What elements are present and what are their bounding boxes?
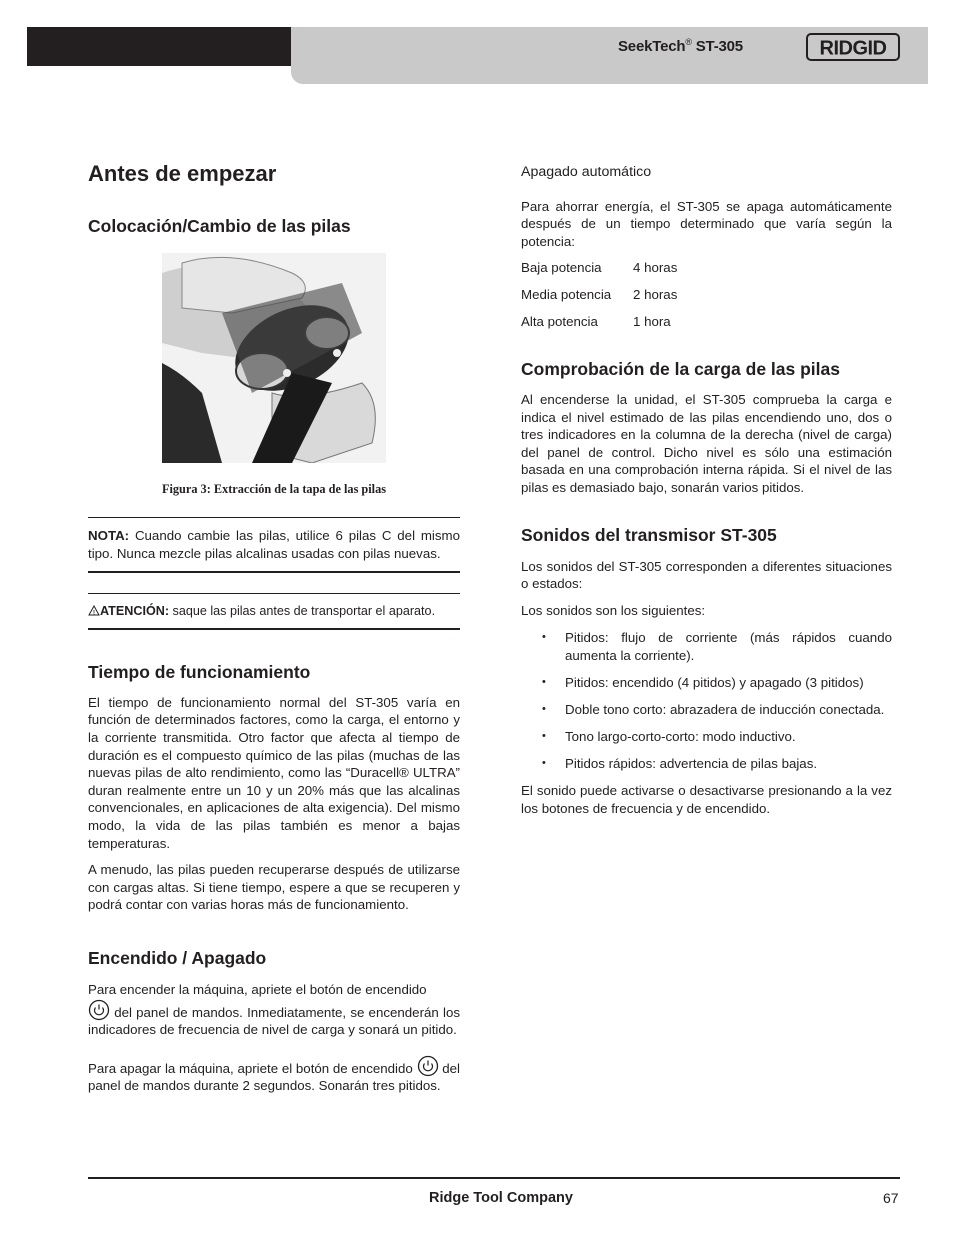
product-prefix: SeekTech	[618, 38, 686, 55]
footer-company: Ridge Tool Company	[429, 1190, 573, 1206]
power-button-icon	[417, 1055, 439, 1077]
list-item: • Doble tono corto: abrazadera de inducción conectada.	[565, 701, 892, 719]
warning-triangle-icon	[88, 605, 100, 616]
left-column	[88, 160, 460, 1095]
figure-caption: Figura 3: Extracción de la tapa de las pilas	[161, 482, 387, 496]
sounds-heading: Sonidos del transmisor ST-305	[521, 524, 777, 545]
svg-text:RIDGID: RIDGID	[819, 37, 887, 60]
battery-heading: Colocación/Cambio de las pilas	[88, 216, 351, 236]
page-title: Antes de empezar	[88, 161, 277, 186]
product-title	[618, 37, 743, 55]
on-paragraph: Para encender la máquina, apriete el botón de encendido del panel de mandos. Inmediatamente, se encenderán los indicadores de frecuencia de nivel de carga y sonará un pitido.	[88, 981, 460, 1038]
list-item: • Pitidos rápidos: advertencia de pilas bajas.	[565, 755, 892, 773]
sounds-paragraph-1: Los sonidos del ST-305 corresponden a diferentes situaciones o estados:	[521, 558, 892, 592]
header-black-bar	[27, 27, 291, 66]
sounds-paragraph-3: El sonido puede activarse o desactivarse presionando a la vez los botones de frecuencia y de encendido.	[521, 783, 892, 816]
registered-mark: ®	[685, 37, 692, 47]
off-paragraph: Para apagar la máquina, apriete el botón de encendido del panel de mandos durante 2 segundos. Sonarán tres pitidos.	[88, 1055, 460, 1095]
sounds-paragraph-2: Los sonidos son los siguientes:	[521, 603, 706, 619]
power-row: Media potencia 2 horas	[521, 287, 678, 303]
page-number: 67	[883, 1190, 899, 1206]
list-item: • Pitidos: flujo de corriente (más rápidos cuando aumenta la corriente).	[565, 629, 892, 664]
power-table	[521, 259, 892, 331]
note-box	[88, 517, 460, 573]
battery-photo	[162, 253, 386, 463]
warning-text: ! ATENCIÓN: saque las pilas antes de transportar el aparato.	[88, 603, 460, 621]
power-button-icon	[88, 999, 110, 1021]
runtime-heading: Tiempo de funcionamiento	[88, 661, 311, 682]
product-model: ST-305	[695, 38, 743, 55]
note-label: NOTA:	[88, 528, 130, 543]
power-row: Alta potencia 1 hora	[521, 314, 671, 330]
footer-rule	[88, 1177, 900, 1179]
list-item: • Tono largo-corto-corto: modo inductivo.	[565, 728, 892, 746]
list-item: • Pitidos: encendido (4 pitidos) y apagado (3 pitidos)	[565, 674, 892, 692]
right-column	[521, 164, 892, 818]
charge-heading: Comprobación de la carga de las pilas	[521, 358, 840, 379]
onoff-heading: Encendido / Apagado	[88, 947, 267, 968]
warning-label: ATENCIÓN:	[100, 604, 170, 619]
header-tab	[291, 66, 928, 84]
auto-off-title: Apagado automático	[521, 164, 652, 180]
ridgid-logo	[806, 33, 900, 61]
svg-text:!: !	[93, 610, 95, 617]
runtime-paragraph-1: El tiempo de funcionamiento normal del ST-305 varía en función de determinados factores, como la carga, el entorno y la corriente transmitida. Otro factor que afecta al tiempo de duración es el compuesto químico de las pilas (muchas de las nuevas pilas de alto rendimiento, como las “Duracell® ULTRA” duran realmente entre un 10 y un 20% más que las alcalinas convencionales, en aplicaciones de alta exigencia). Del mismo modo, la vida de las pilas también es menor a bajas temperaturas.	[88, 694, 460, 851]
charge-paragraph: Al encenderse la unidad, el ST-305 comprueba la carga e indica el nivel estimado de las pilas encendiendo uno, dos o tres indicadores en la columna de la derecha (nivel de carga) del panel de control. Dicho nivel es sólo una estimación basada en una comprobación interna rápida. Si el nivel de las pilas es demasiado bajo, sonarán varios pitidos.	[521, 391, 892, 495]
auto-off-paragraph: Para ahorrar energía, el ST-305 se apaga automáticamente después de un tiempo determinado que varía según la potencia:	[521, 198, 892, 249]
note-text: NOTA: Cuando cambie las pilas, utilice 6 pilas C del mismo tipo. Nunca mezcle pilas alcalinas usadas con pilas nuevas.	[88, 528, 460, 561]
warning-box	[88, 593, 460, 630]
power-row: Baja potencia 4 horas	[521, 260, 678, 276]
sounds-list	[521, 629, 892, 773]
runtime-paragraph-2: A menudo, las pilas pueden recuperarse después de utilizarse con cargas altas. Si tiene tiempo, espere a que se recuperen y podrá contar con varias horas más de funcionamiento.	[88, 862, 460, 913]
